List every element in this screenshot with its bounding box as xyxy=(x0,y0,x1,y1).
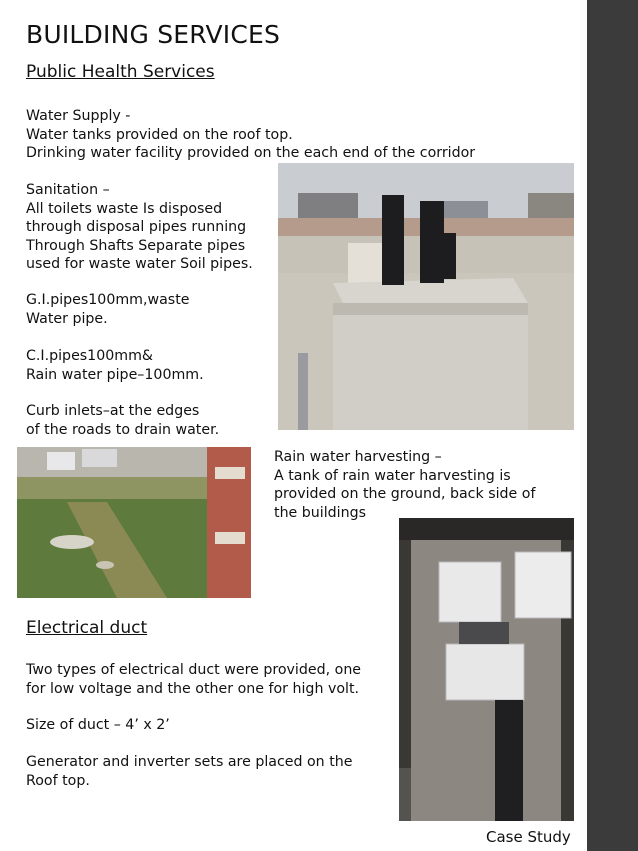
electrical-duct-heading: Electrical duct xyxy=(26,618,148,638)
duct-size-text: Size of duct – 4’ x 2’ xyxy=(26,717,170,733)
right-sidebar-band xyxy=(587,0,638,851)
footer-label: Case Study xyxy=(486,828,571,846)
curb-inlets-text: Curb inlets–at the edges of the roads to drain water. xyxy=(26,403,220,438)
rainwater-harvesting-photo xyxy=(17,447,251,598)
generator-text: Generator and inverter sets are placed on the Roof top. xyxy=(26,754,353,789)
duct-types-text: Two types of electrical duct were provided, one for low voltage and the other one for high volt. xyxy=(26,662,362,697)
roof-vent-pipes-photo xyxy=(278,163,574,430)
sanitation-text: Sanitation – All toilets waste Is disposed through disposal pipes running Through Shafts Separate pipes used for waste water Soil pipes. xyxy=(26,182,253,272)
gi-pipes-text: G.I.pipes100mm,waste Water pipe. xyxy=(26,292,190,327)
page-title: BUILDING SERVICES xyxy=(26,20,281,49)
water-supply-text: Water Supply - Water tanks provided on the roof top. Drinking water facility provided on the each end of the corridor xyxy=(26,108,476,161)
rain-water-harvesting-text: Rain water harvesting – A tank of rain water harvesting is provided on the ground, back side of the buildings xyxy=(274,449,536,521)
electrical-duct-photo xyxy=(399,518,574,821)
public-health-heading: Public Health Services xyxy=(26,62,215,82)
ci-pipes-text: C.I.pipes100mm& Rain water pipe–100mm. xyxy=(26,348,204,383)
